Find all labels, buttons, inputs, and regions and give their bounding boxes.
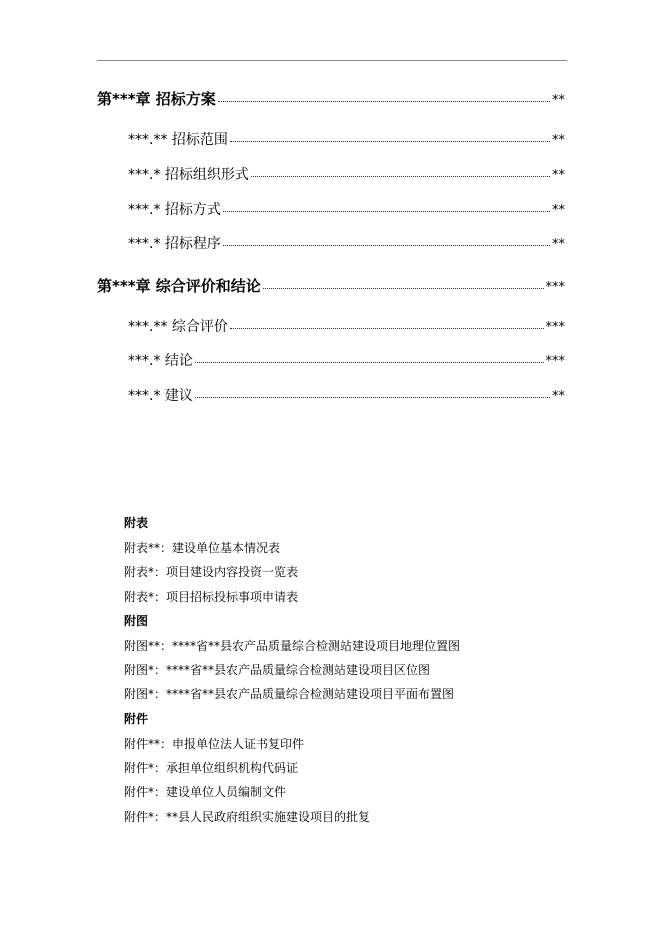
toc-section[interactable] — [128, 316, 565, 336]
appendix-attachment-item: 附件*：建设单位人员编制文件 — [124, 785, 287, 799]
toc-section-title: ***.* 招标组织形式 — [128, 167, 249, 183]
appendix-attachment-item: 附件*：承担单位组织机构代码证 — [124, 761, 299, 775]
toc-section-title: ***.* 招标程序 — [128, 236, 221, 252]
toc-section[interactable] — [128, 350, 565, 370]
toc-page-number: *** — [545, 280, 565, 295]
toc-section[interactable] — [128, 199, 565, 219]
toc-section-title: ***.* 建议 — [128, 388, 193, 404]
toc-section-title: ***.** 招标范围 — [128, 132, 228, 148]
toc-page-number: ** — [552, 203, 565, 218]
appendix-attachment-item: 附件*：**县人民政府组织实施建设项目的批复 — [124, 810, 371, 824]
toc-leader — [223, 245, 550, 246]
toc-section[interactable] — [128, 385, 565, 405]
toc-section[interactable] — [128, 164, 565, 184]
toc-page-number: ** — [552, 389, 565, 404]
toc-chapter[interactable] — [97, 88, 565, 109]
toc-page-number: ** — [552, 93, 565, 108]
toc-section-title: ***.* 结论 — [128, 353, 193, 369]
toc-page-number: ** — [552, 168, 565, 183]
toc-leader — [230, 141, 550, 142]
toc-section-title: ***.* 招标方式 — [128, 202, 221, 218]
appendix-table-item: 附表*：项目招标投标事项申请表 — [124, 590, 299, 604]
toc-leader — [195, 397, 550, 398]
toc-page-number: ** — [552, 133, 565, 148]
appendix-attachment-item: 附件**：申报单位法人证书复印件 — [124, 737, 305, 751]
toc-chapter[interactable] — [97, 275, 565, 296]
toc-leader — [263, 288, 544, 289]
toc-leader — [230, 328, 544, 329]
toc-page-number: *** — [545, 320, 565, 335]
appendix-attachments-heading: 附件 — [124, 712, 149, 726]
appendix-figure-item: 附图*：****省**县农产品质量综合检测站建设项目平面布置图 — [124, 687, 455, 701]
toc-leader — [218, 101, 550, 102]
toc-section[interactable] — [128, 233, 565, 253]
toc-chapter-title: 第***章 招标方案 — [97, 90, 216, 108]
appendix-figure-item: 附图*：****省**县农产品质量综合检测站建设项目区位图 — [124, 663, 431, 677]
appendix-table-item: 附表*：项目建设内容投资一览表 — [124, 565, 299, 579]
header-rule — [97, 60, 567, 61]
toc-leader — [251, 176, 550, 177]
appendix-figures-heading: 附图 — [124, 614, 149, 628]
toc-leader — [195, 362, 544, 363]
appendix-table-item: 附表**：建设单位基本情况表 — [124, 541, 281, 555]
appendix-figure-item: 附图**：****省**县农产品质量综合检测站建设项目地理位置图 — [124, 639, 461, 653]
toc-page-number: ** — [552, 237, 565, 252]
toc-page-number: *** — [545, 354, 565, 369]
toc-leader — [223, 211, 550, 212]
appendix-tables-heading: 附表 — [124, 516, 149, 530]
toc-section[interactable] — [128, 129, 565, 149]
toc-chapter-title: 第***章 综合评价和结论 — [97, 277, 261, 295]
toc-section-title: ***.** 综合评价 — [128, 319, 228, 335]
